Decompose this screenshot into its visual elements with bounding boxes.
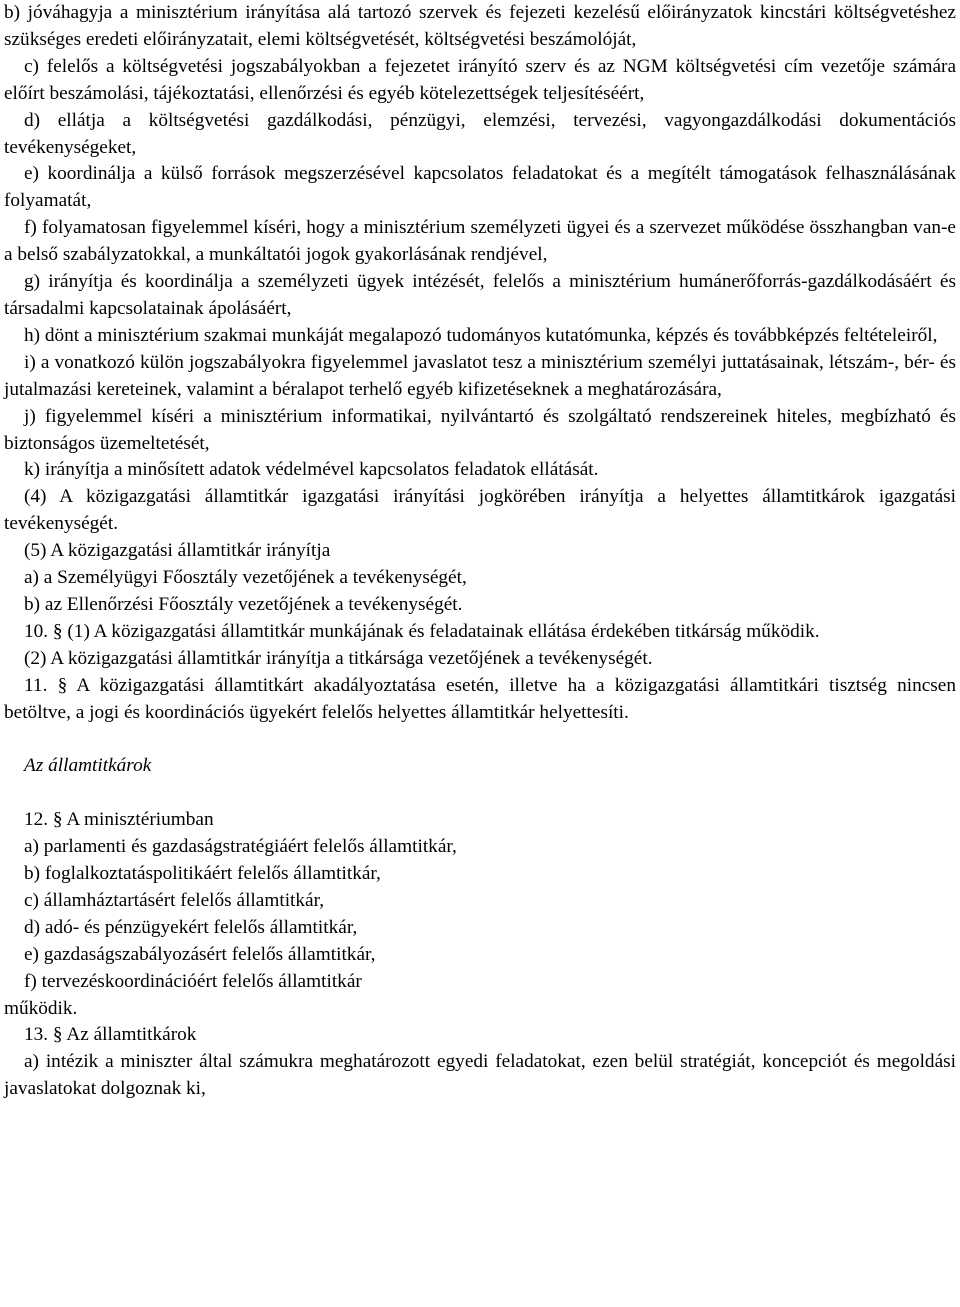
paragraph: a) intézik a miniszter által számukra meghatározott egyedi feladatokat, ezen belül stratégiát, koncepciót és megoldási javaslatokat dolgoznak ki, — [4, 1051, 956, 1100]
paragraph: c) felelős a költségvetési jogszabályokban a fejezetet irányító szerv és az NGM költségvetési cím vezetője számára előírt beszámolási, tájékoztatási, ellenőrzési és egyéb kötelezettségek teljesítéséért, — [4, 55, 956, 104]
paragraph: h) dönt a minisztérium szakmai munkáját megalapozó tudományos kutatómunka, képzés és továbbképzés feltételeiről, — [24, 324, 938, 346]
paragraph: k) irányítja a minősített adatok védelmével kapcsolatos feladatok ellátását. — [24, 459, 599, 481]
paragraph: b) az Ellenőrzési Főosztály vezetőjének a tevékenységét. — [24, 593, 463, 615]
paragraph: d) ellátja a költségvetési gazdálkodási, pénzügyi, elemzési, tervezési, vagyongazdálkodási dokumentációs tevékenységeket, — [4, 109, 956, 158]
spacer — [4, 726, 956, 753]
paragraph: f) folyamatosan figyelemmel kíséri, hogy a minisztérium személyzeti ügyei és a szervezet működése összhangban van-e a belső szabályzatokkal, a munkáltatói jogok gyakorlásának rendjével, — [4, 217, 956, 266]
paragraph: (4) A közigazgatási államtitkár igazgatási irányítási jogkörében irányítja a helyettes államtitkárok igazgatási tevékenységét. — [4, 486, 956, 535]
paragraph: 10. § (1) A közigazgatási államtitkár munkájának és feladatainak ellátása érdekében titkárság működik. — [24, 620, 820, 642]
paragraph: 12. § A minisztériumban — [24, 809, 214, 831]
paragraph: (5) A közigazgatási államtitkár irányítja — [24, 540, 331, 562]
paragraph: a) parlamenti és gazdaságstratégiáért felelős államtitkár, — [24, 836, 457, 858]
paragraph: 11. § A közigazgatási államtitkárt akadályoztatása esetén, illetve ha a közigazgatási államtitkári tisztség nincsen betöltve, a jogi és koordinációs ügyekért felelős helyettes államtitkár helyettesíti. — [4, 674, 956, 723]
paragraph: c) államháztartásért felelős államtitkár, — [24, 889, 325, 911]
spacer — [4, 780, 956, 807]
paragraph: d) adó- és pénzügyekért felelős államtitkár, — [24, 916, 358, 938]
paragraph: i) a vonatkozó külön jogszabályokra figyelemmel javaslatot tesz a minisztérium személyi juttatásainak, létszám-, bér- és jutalmazási kereteinek, valamint a béralapot terhelő egyéb kifizetéseknek a meghatározására, — [4, 351, 956, 400]
paragraph: e) gazdaságszabályozásért felelős államtitkár, — [24, 943, 376, 965]
paragraph: 13. § Az államtitkárok — [24, 1024, 197, 1046]
paragraph: f) tervezéskoordinációért felelős államtitkár — [24, 970, 362, 992]
section-heading: Az államtitkárok — [24, 755, 152, 777]
paragraph: a) a Személyügyi Főosztály vezetőjének a tevékenységét, — [24, 567, 467, 589]
paragraph: g) irányítja és koordinálja a személyzeti ügyek intézését, felelős a minisztérium humánerőforrás-gazdálkodásáért és társadalmi kapcsolatainak ápolásáért, — [4, 271, 956, 319]
paragraph: e) koordinálja a külső források megszerzésével kapcsolatos feladatokat és a megítélt támogatások felhasználásának folyamatát, — [4, 163, 956, 212]
paragraph: b) jóváhagyja a minisztérium irányítása alá tartozó szervek és fejezeti kezelésű előirányzatok kincstári költségvetéshez szükséges eredeti előirányzatait, elemi költségvetését, költségvetési beszámolóját, — [4, 2, 956, 50]
paragraph: j) figyelemmel kíséri a minisztérium informatikai, nyilvántartó és szolgáltató rendszereinek hiteles, megbízható és biztonságos üzemeltetését, — [4, 405, 956, 454]
paragraph: (2) A közigazgatási államtitkár irányítja a titkársága vezetőjének a tevékenységét. — [24, 647, 653, 669]
paragraph: működik. — [4, 997, 78, 1019]
paragraph: b) foglalkoztatáspolitikáért felelős államtitkár, — [24, 862, 381, 884]
